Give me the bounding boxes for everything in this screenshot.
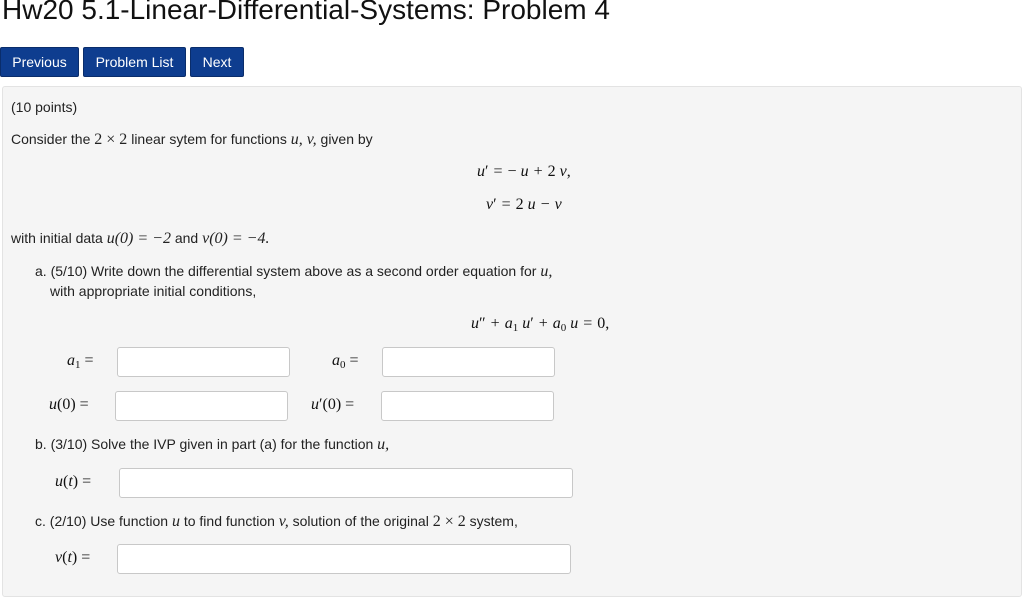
intro-suffix: given by — [320, 131, 373, 147]
initial-data-text — [11, 230, 269, 248]
next-button[interactable]: Next — [190, 47, 244, 77]
initial-and: and — [174, 230, 199, 246]
part-a-text — [35, 263, 552, 281]
previous-button[interactable]: Previous — [0, 47, 79, 77]
part-c-mid2: solution of the original — [292, 513, 429, 529]
ut-label: u(t) = — [55, 473, 92, 490]
problem-panel — [2, 86, 1022, 597]
page-title: Hw20 5.1-Linear-Differential-Systems: Problem 4 — [2, 0, 610, 25]
initial-prefix: with initial data — [11, 230, 103, 246]
uprime0-label: u′(0) = — [311, 396, 355, 413]
a0-input[interactable] — [382, 347, 555, 377]
part-a-var: u, — [540, 263, 553, 280]
intro-prefix: Consider the — [11, 131, 91, 147]
initial-u: u(0) = −2 — [106, 230, 171, 247]
u0-label: u(0) = — [49, 396, 89, 413]
points-label: (10 points) — [11, 99, 78, 115]
part-c-suffix: system, — [469, 513, 518, 529]
equation-u-prime: u′ = − u + 2 v, — [477, 163, 571, 180]
vt-label: v(t) = — [55, 549, 91, 566]
u0-input[interactable] — [115, 391, 288, 421]
part-a-prefix: a. (5/10) Write down the differential system above as a second order equation for — [35, 263, 537, 279]
part-c-var2: v, — [278, 513, 289, 530]
intro-vars: u, v, — [290, 131, 317, 148]
intro-mid: linear sytem for functions — [131, 131, 287, 147]
part-b-var: u, — [377, 436, 390, 453]
part-b-prefix: b. (3/10) Solve the IVP given in part (a) for the function — [35, 436, 374, 452]
ut-input[interactable] — [119, 468, 573, 498]
initial-v: v(0) = −4. — [202, 230, 270, 247]
uprime0-input[interactable] — [381, 391, 554, 421]
a0-label: $a_0$ = — [332, 352, 359, 371]
problem-list-button[interactable]: Problem List — [83, 47, 186, 77]
part-c-prefix: c. (2/10) Use function — [35, 513, 169, 529]
part-a-text2: with appropriate initial conditions, — [50, 283, 257, 299]
vt-input[interactable] — [117, 544, 571, 574]
intro-dims: 2 × 2 — [94, 131, 128, 148]
part-c-dims: 2 × 2 — [432, 513, 466, 530]
intro-text — [11, 131, 373, 149]
a1-input[interactable] — [117, 347, 290, 377]
second-order-equation: $u'' + a_1$ $u' + a_0$ u = 0, — [471, 315, 610, 334]
a1-label: $a_1$ = — [67, 352, 94, 371]
part-c-text — [35, 513, 518, 531]
part-b-text — [35, 436, 389, 454]
part-c-var: u — [171, 513, 180, 530]
equation-v-prime: v′ = 2 u − v — [486, 196, 562, 213]
part-c-mid: to find function — [183, 513, 275, 529]
